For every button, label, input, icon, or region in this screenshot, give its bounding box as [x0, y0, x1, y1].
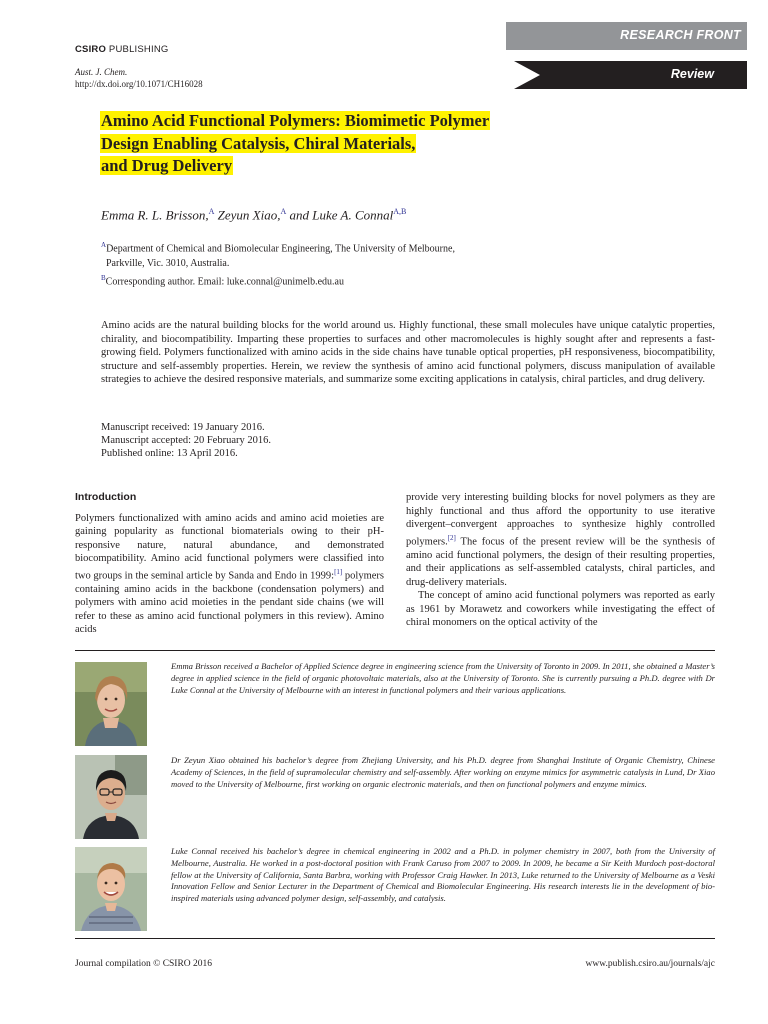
- body-text: The focus of the present review will be the synthesis of amino acid functional polymers, the design of their resulting properties, and their applications as self-assembled catalysts, chiral particles, and drug-delivery materials.: [406, 536, 715, 588]
- article-type-label: Review: [670, 67, 714, 81]
- author-photo-brisson: [75, 662, 147, 746]
- section-banner: RESEARCH FRONT: [506, 22, 747, 50]
- body-column-right: [406, 491, 715, 630]
- date-published: Published online: 13 April 2016.: [101, 448, 238, 459]
- title-line-2: Design Enabling Catalysis, Chiral Materials,: [101, 133, 416, 153]
- footer-copyright: Journal compilation © CSIRO 2016: [75, 959, 213, 969]
- bio-divider-bottom: [75, 938, 715, 939]
- abstract: Amino acids are the natural building blocks for the world around us. Highly functional, these small molecules have unique catalytic properties, chirality, and biocompatibility. Imparting these properties to surfaces and other macromolecules is highly sought after and represents a fast-growing field. Polymers functionalized with amino acids in the side chains have tunable optical properties, pH responsiveness, biocompatibility, structure and self-assembly properties. Herein, we review the synthesis of amino acid functional polymers, discuss manipulation of available strategies to achieve the desired responsive materials, and summarize some exciting applications in catalysis, chiral particles, and drug delivery.: [101, 320, 715, 385]
- body-text: provide very interesting building blocks for novel polymers as they are highly functional and thus afford the opportunity to use iterative divergent–convergent approaches to synthesize highly controlled polymers.: [406, 492, 715, 547]
- author-affil-mark[interactable]: A,B: [393, 207, 407, 216]
- author-name: Zeyun Xiao,: [214, 207, 281, 223]
- affiliations: [101, 238, 601, 290]
- section-heading: Introduction: [75, 491, 137, 503]
- author-affil-mark[interactable]: A: [208, 207, 215, 216]
- affil-text: Parkville, Vic. 3010, Australia.: [106, 257, 230, 269]
- affil-mark: B: [101, 274, 106, 283]
- journal-citation: [75, 66, 203, 90]
- publisher-name-rest: PUBLISHING: [106, 44, 169, 55]
- date-accepted: Manuscript accepted: 20 February 2016.: [101, 435, 271, 446]
- footer-journal-url[interactable]: www.publish.csiro.au/journals/ajc: [585, 959, 715, 969]
- affil-text: Department of Chemical and Biomolecular Engineering, The University of Melbourne,: [106, 243, 455, 255]
- journal-abbrev: Aust. J. Chem.: [75, 67, 128, 77]
- article-title: [100, 110, 570, 178]
- author-affil-mark[interactable]: A: [280, 207, 287, 216]
- affil-mark: A: [101, 241, 107, 249]
- title-line-3: and Drug Delivery: [101, 156, 233, 175]
- bio-xiao: Dr Zeyun Xiao obtained his bachelor’s degree from Zhejiang University, and his Ph.D. degree from Shanghai Institute of Organic Chemistry, Chinese Academy of Sciences, in the field of supramolecular chemistry and self-assembly. After working on enzyme mimics for asymmetric catalysis in Lund, Dr Xiao moved to the University of Melbourne, first working on organic electronic materials, and then on functional polymers and enzyme mimics.: [171, 755, 715, 789]
- author-name: Emma R. L. Brisson,: [101, 207, 209, 223]
- corresponding-author[interactable]: Corresponding author. Email: luke.connal@unimelb.edu.au: [105, 276, 344, 288]
- bio-connal: Luke Connal received his bachelor’s degree in chemical engineering in 2002 and a Ph.D. in polymer chemistry in 2007, both from the University of Melbourne, Australia. He worked in a post-doctoral position with Frank Caruso from 2007 to 2009. In 2009, he became a Sir Keith Murdoch post-doctoral fellow at the University of California, Santa Barbra, working with Professor Craig Hawker. In 2013, Luke returned to the University of Melbourne as a Veski Innovation Fellow and Senior Lecturer in the Department of Chemical and Biomolecular Engineering. His research interests lie in the development of bio-inspired materials using advanced polymer design, self-assembly, and catalysis.: [171, 846, 715, 904]
- citation-link[interactable]: [1]: [334, 567, 343, 576]
- manuscript-dates: [101, 421, 271, 460]
- body-text: The concept of amino acid functional polymers was reported as early as 1961 by Morawetz and coworkers while investigating the effect of chiral monomers on the optical activity of the: [406, 590, 715, 628]
- citation-link[interactable]: [2]: [447, 533, 456, 542]
- author-list: [101, 207, 406, 223]
- body-column-left: [75, 491, 384, 637]
- article-type-banner: [514, 61, 747, 89]
- body-text: polymers containing amino acids in the backbone (condensation polymers) and polymers with amino acid moieties in the pendant side chains (we will refer to these as amino acid functional polymers in this review). Amino acids: [75, 570, 384, 635]
- doi-link[interactable]: http://dx.doi.org/10.1071/CH16028: [75, 79, 203, 89]
- author-photo-xiao: [75, 755, 147, 839]
- body-text: Polymers functionalized with amino acids and amino acid moieties are gaining popularity as functional biomaterials owing to their pH-responsive nature, natural abundance, and demonstrated biocompatibility. Amino acid functional polymers were classified into two groups in the seminal article by Sanda and Endo in 1999:: [75, 512, 384, 581]
- bio-divider-top: [75, 650, 715, 651]
- title-line-1: Amino Acid Functional Polymers: Biomimetic Polymer: [101, 111, 490, 130]
- publisher-name: [75, 44, 168, 55]
- author-name: and Luke A. Connal: [286, 207, 394, 223]
- date-received: Manuscript received: 19 January 2016.: [101, 422, 265, 433]
- publisher-name-bold: CSIRO: [75, 44, 107, 55]
- bio-brisson: Emma Brisson received a Bachelor of Applied Science degree in engineering science from the University of Toronto in 2009. In 2011, she obtained a Master’s degree in applied science in the field of organic photovoltaic materials, also at the University of Toronto. She is currently pursuing a Ph.D. degree with Dr Luke Connal at the University of Melbourne with an interest in functional polymers and their various applications.: [171, 661, 715, 695]
- author-photo-connal: [75, 847, 147, 931]
